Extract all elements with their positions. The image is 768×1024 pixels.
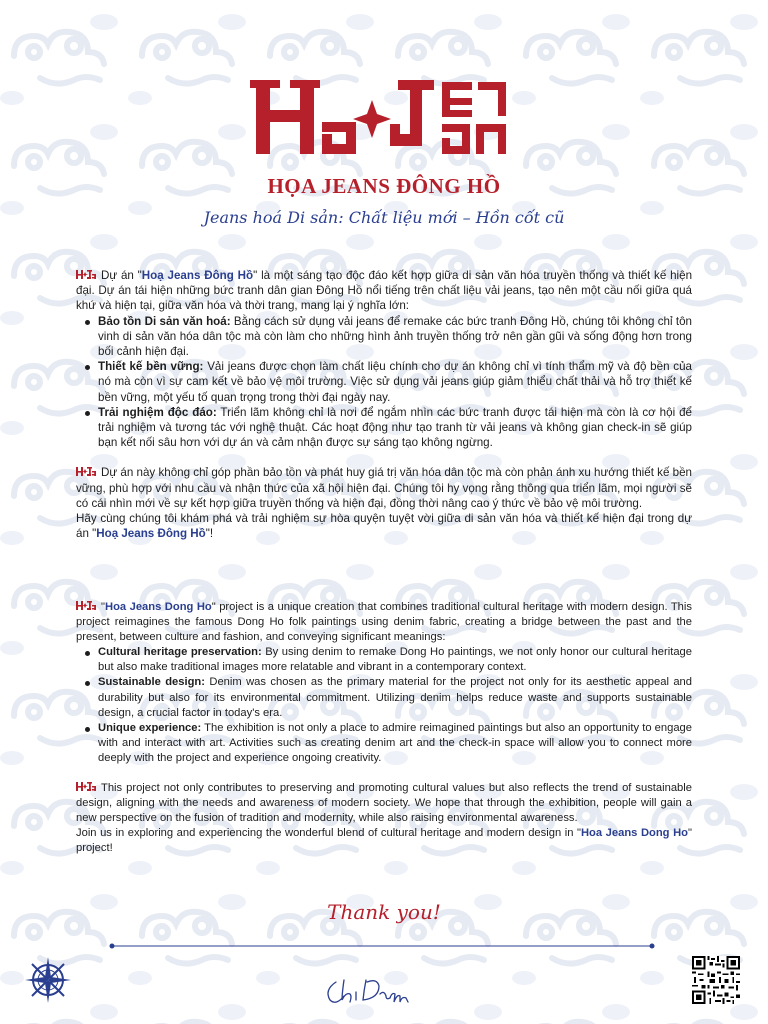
en-intro-paragraph	[76, 600, 692, 645]
vi-paragraph-2-text: Dự án này không chỉ góp phần bảo tồn và phát huy giá trị văn hóa dân tộc mà còn phản ánh xu hướng thiết kế bền vững, phù hợp với nhu cầu và nhận thức của xã hội hiện đại. Chúng tôi hy vọng rằng thông qua triển lãm, mọi người sẽ có cái nhìn mới về sự kết hợp giữa truyền thống và hiện đại, đồng thời nâng cao ý thức về bảo vệ môi trường.	[76, 466, 692, 510]
en-intro-pre: "	[101, 601, 105, 613]
en-intro-post: " project is a unique creation that combines traditional cultural heritage with modern design. This project reimagines the famous Dong Ho folk paintings using denim fabric, creating a bridge between the past and the present, between culture and fashion, and conveying significant meanings:	[76, 601, 692, 644]
en-paragraph-2-text: This project not only contributes to preserving and promoting cultural values but also reflects the trend of sustainable design, aligning with the needs and awareness of modern society. We hope that through the exhibition, people will gain a new perspective on the fusion of tradition and modernity, while also raising environmental awareness.	[76, 782, 692, 825]
list-item	[98, 675, 692, 720]
en-paragraph-2	[76, 781, 692, 826]
en-paragraph-3	[76, 826, 692, 856]
list-item	[98, 314, 692, 360]
bullet-text: By using denim to remake Dong Ho paintings, we not only honor our cultural heritage but also make traditional images more relatable and vibrant in a contemporary context.	[98, 646, 692, 674]
vietnamese-section	[76, 268, 692, 541]
bullet-title: Thiết kế bền vững:	[98, 360, 204, 374]
bullet-title: Cultural heritage preservation:	[98, 646, 262, 659]
vi-project-name: Hoạ Jeans Đông Hồ	[141, 269, 254, 282]
slogan: Jeans hoá Di sản: Chất liệu mới – Hồn cốt cũ	[203, 208, 565, 227]
vi-project-name-2: Hoạ Jeans Đông Hồ	[96, 527, 206, 541]
footer-divider	[108, 941, 656, 951]
bullet-title: Sustainable design:	[98, 676, 205, 689]
bullet-text: Bằng cách sử dụng vải jeans để remake các bức tranh Đông Hồ, chúng tôi không chỉ tôn vinh di sản văn hóa dân tộc mà còn làm cho những hình ảnh truyền thống trở nên gần gũi và sống động hơn trong bối cảnh hiện đại.	[98, 314, 693, 359]
list-item	[98, 721, 692, 766]
en-project-name-2: Hoa Jeans Dong Ho	[580, 827, 688, 840]
en-bullet-list	[76, 645, 692, 766]
vi-paragraph-2	[76, 465, 692, 511]
bullet-title: Bảo tồn Di sản văn hoá:	[98, 314, 231, 328]
bullet-text: Denim was chosen as the primary material for the project not only for its aesthetic appeal and durability but also for its environmental commitment. Utilizing denim helps reduce waste and supports sustainable design, a crucial factor in today's era.	[98, 676, 692, 719]
en-project-name: Hoa Jeans Dong Ho	[104, 601, 212, 613]
en-para3-pre: Join us in exploring and experiencing the wonderful blend of cultural heritage and modern design in "	[76, 827, 581, 840]
vi-intro-post: " là một sáng tạo độc đáo kết hợp giữa di sản văn hóa truyền thống và thiết kế hiện đại. Dự án tái hiện những bức tranh dân gian Đông Hồ nổi tiếng trên chất liệu vải jeans, tạo nên một cầu nối giữa quá khứ và hiện tại, giữa văn hóa và thời trang, mang lại ý nghĩa lớn:	[76, 269, 693, 313]
vi-para3-pre: Hãy cùng chúng tôi khám phá và trải nghiệm sự hòa quyện tuyệt vời giữa di sản văn hóa và thiết kế hiện đại trong dự án "	[76, 512, 692, 541]
signature	[322, 970, 412, 1010]
logo-mark-icon	[76, 781, 96, 792]
bullet-text: Triển lãm không chỉ là nơi để ngắm nhìn các bức tranh được tái hiện mà còn là cơ hội để trải nghiệm và tương tác với nghệ thuật. Các hoạt động như tạo tranh từ vải jeans và không gian check-in sẽ giúp bạn kết nối sâu hơn với dự án và cảm nhận được sự sáng tạo không ngừng.	[98, 405, 692, 450]
vi-para3-post: "!	[205, 527, 214, 541]
vi-paragraph-3	[76, 511, 692, 541]
logo-mark-icon	[76, 466, 96, 477]
brand-title: HỌA JEANS ĐÔNG HỒ	[267, 174, 501, 198]
qr-code	[692, 956, 740, 1004]
list-item	[98, 359, 692, 405]
list-item	[98, 645, 692, 675]
en-para3-post: " project!	[76, 827, 692, 855]
list-item	[98, 405, 692, 451]
bullet-title: Trải nghiệm độc đáo:	[98, 405, 217, 419]
bullet-text: The exhibition is not only a place to admire reimagined paintings but also an opportunity to engage with and interact with art. Activities such as creating denim art and the check-in space will allow you to connect more deeply with the project and experience ongoing creativity.	[98, 721, 692, 764]
hoa-jeans-logo	[250, 72, 510, 162]
bullet-text: Vải jeans được chọn làm chất liệu chính cho dự án không chỉ vì tính thẩm mỹ và độ bền của nó mà còn vì sự cam kết về bảo vệ môi trường. Việc sử dụng vải jeans giúp giảm thiểu chất thải và hỗ trợ thiết kế bền vững, một yếu tố quan trọng trong thời đại ngày nay.	[98, 360, 693, 404]
vi-bullet-list	[76, 314, 692, 451]
vi-intro-paragraph	[76, 268, 692, 314]
english-section	[76, 600, 692, 857]
logo-mark-icon	[76, 600, 96, 611]
bullet-title: Unique experience:	[98, 721, 202, 734]
vi-intro-pre: Dự án "	[101, 269, 142, 282]
thank-you-text: Thank you!	[327, 900, 441, 924]
compass-rose-icon	[24, 956, 72, 1004]
logo-mark-icon	[76, 269, 96, 280]
